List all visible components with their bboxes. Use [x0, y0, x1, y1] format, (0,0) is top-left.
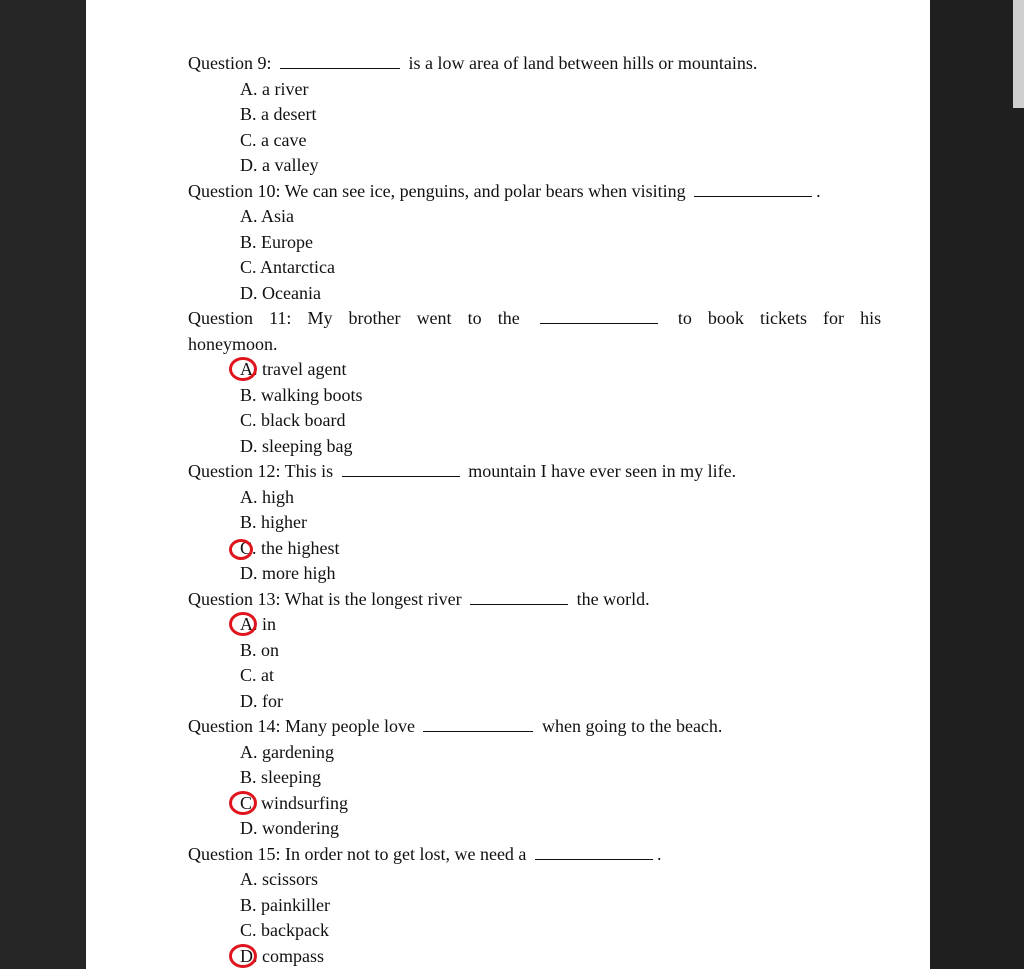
question-11 [188, 306, 881, 332]
option: D. a valley [240, 155, 319, 175]
question-13 [188, 587, 881, 613]
question-13-label: Question 13: What is the longest river [188, 588, 462, 609]
question-13-text: the world. [576, 588, 650, 609]
q11-word: for [823, 308, 845, 328]
answer-circle-mark [229, 944, 257, 968]
question-15-label: Question 15: In order not to get lost, we need a [188, 843, 527, 864]
option: D. wondering [240, 818, 339, 838]
option-text: D. compass [240, 945, 324, 966]
scrollbar-thumb[interactable] [1013, 0, 1024, 108]
quiz-content [188, 51, 881, 969]
option: D. more high [240, 563, 336, 583]
q11-word: to [467, 308, 482, 328]
answer-blank [423, 717, 533, 732]
question-10 [188, 179, 881, 205]
question-12 [188, 459, 881, 485]
q11-word: to [677, 308, 692, 328]
question-15 [188, 842, 881, 868]
answer-circle-mark [229, 539, 253, 560]
option-circled [188, 944, 881, 969]
answer-blank [535, 845, 653, 860]
option: B. a desert [240, 104, 317, 124]
question-9-label: Question 9: [188, 53, 272, 73]
q11-word: book [707, 308, 744, 328]
question-12-text: mountain I have ever seen in my life. [468, 461, 737, 481]
question-14 [188, 714, 881, 740]
answer-blank [470, 590, 568, 605]
option: D. Oceania [240, 282, 321, 303]
answer-circle-mark [229, 357, 257, 381]
question-10-text: . [816, 180, 821, 201]
option-text: A. in [240, 614, 276, 634]
q11-word: Question [188, 308, 253, 328]
option: B. Europe [240, 231, 313, 252]
option: A. high [240, 486, 294, 507]
question-12-label: Question 12: This is [188, 461, 334, 481]
option-circled [188, 536, 881, 562]
option: B. sleeping [240, 767, 321, 787]
option: B. painkiller [240, 894, 330, 915]
option: A. gardening [240, 741, 334, 762]
option: C. black board [240, 410, 346, 430]
question-11-continued: honeymoon. [188, 333, 278, 354]
question-14-label: Question 14: Many people love [188, 716, 415, 736]
question-10-label: Question 10: We can see ice, penguins, and polar bears when visiting [188, 180, 686, 201]
q11-word: his [860, 308, 882, 328]
answer-circle-mark [229, 612, 257, 636]
option: C. Antarctica [240, 257, 335, 277]
option: D. sleeping bag [240, 435, 353, 456]
option: B. on [240, 639, 280, 660]
document-page [86, 0, 930, 969]
option: D. for [240, 690, 283, 711]
q11-word: 11: My [269, 308, 333, 328]
q11-word: brother [348, 308, 401, 328]
option: A. a river [240, 78, 309, 99]
option-text: A. travel agent [240, 359, 347, 379]
option: C. backpack [240, 920, 329, 940]
option: A. scissors [240, 869, 319, 889]
q11-word: the [497, 308, 520, 328]
viewer-left-gutter [0, 0, 86, 969]
option-circled [188, 612, 881, 638]
question-14-text: when going to the beach. [541, 716, 723, 736]
answer-circle-mark [229, 791, 257, 815]
option: C. at [240, 665, 274, 685]
viewer-right-gutter [930, 0, 1024, 969]
question-9 [188, 51, 881, 77]
q11-word: went [416, 308, 452, 328]
option-circled [188, 791, 881, 817]
option-text: C. windsurfing [240, 792, 348, 813]
question-9-text: is a low area of land between hills or mountains. [408, 53, 758, 73]
answer-blank [280, 54, 400, 69]
q11-word: tickets [759, 308, 807, 328]
option: C. a cave [240, 129, 307, 150]
answer-blank [694, 182, 812, 197]
answer-blank [342, 462, 460, 477]
answer-blank [540, 309, 658, 324]
option-text: C. the highest [240, 537, 340, 558]
option-circled [188, 357, 881, 383]
option: B. higher [240, 512, 307, 532]
option: B. walking boots [240, 384, 363, 405]
option: A. Asia [240, 206, 294, 226]
question-15-text: . [656, 843, 662, 864]
